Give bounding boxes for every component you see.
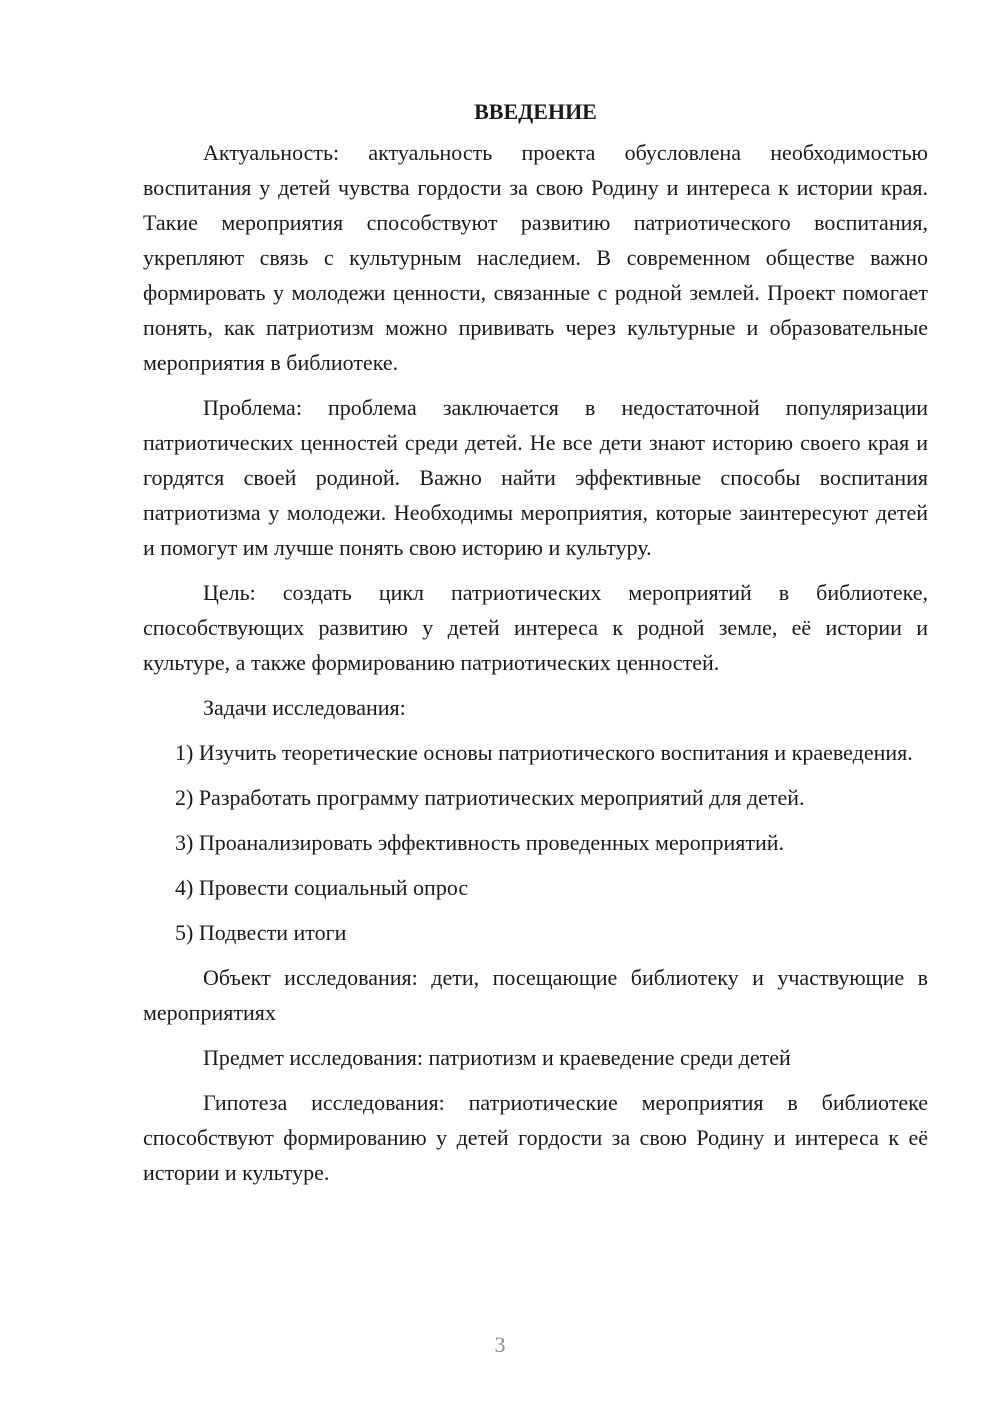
list-item: 2) Разработать программу патриотических мероприятий для детей.	[175, 785, 805, 810]
paragraph-subject: Предмет исследования: патриотизм и краеведение среди детей	[203, 1045, 791, 1070]
tasks-list	[143, 735, 928, 950]
list-item: 4) Провести социальный опрос	[175, 875, 469, 900]
paragraph-object: Объект исследования: дети, посещающие библиотеку и участвующие в мероприятиях	[143, 965, 928, 1025]
tasks-heading: Задачи исследования:	[203, 695, 406, 720]
paragraph-hypothesis: Гипотеза исследования: патриотические мероприятия в библиотеке способствуют формированию у детей гордости за свою Родину и интереса к её истории и культуре.	[143, 1090, 928, 1185]
page-number: 3	[494, 1332, 506, 1357]
document-page	[143, 94, 928, 1200]
paragraph-problem: Проблема: проблема заключается в недостаточной популяризации патриотических ценностей среди детей. Не все дети знают историю своего края и гордятся своей родиной. Важно найти эффективные способы воспитания патриотизма у молодежи. Необходимы мероприятия, которые заинтересуют детей и помогут им лучше понять свою историю и культуру.	[143, 395, 928, 560]
paragraph-goal: Цель: создать цикл патриотических мероприятий в библиотеке, способствующих развитию у детей интереса к родной земле, её истории и культуре, а также формированию патриотических ценностей.	[143, 580, 928, 675]
section-title: ВВЕДЕНИЕ	[474, 99, 597, 124]
list-item: 3) Проанализировать эффективность проведенных мероприятий.	[175, 830, 785, 855]
paragraph-relevance: Актуальность: актуальность проекта обусловлена необходимостью воспитания у детей чувства гордости за свою Родину и интереса к истории края. Такие мероприятия способствуют развитию патриотического воспитания, укрепляют связь с культурным наследием. В современном обществе важно формировать у молодежи ценности, связанные с родной землей. Проект помогает понять, как патриотизм можно прививать через культурные и образовательные мероприятия в библиотеке.	[143, 140, 928, 375]
list-item: 5) Подвести итоги	[175, 920, 347, 945]
list-item: 1) Изучить теоретические основы патриотического воспитания и краеведения.	[175, 740, 913, 765]
